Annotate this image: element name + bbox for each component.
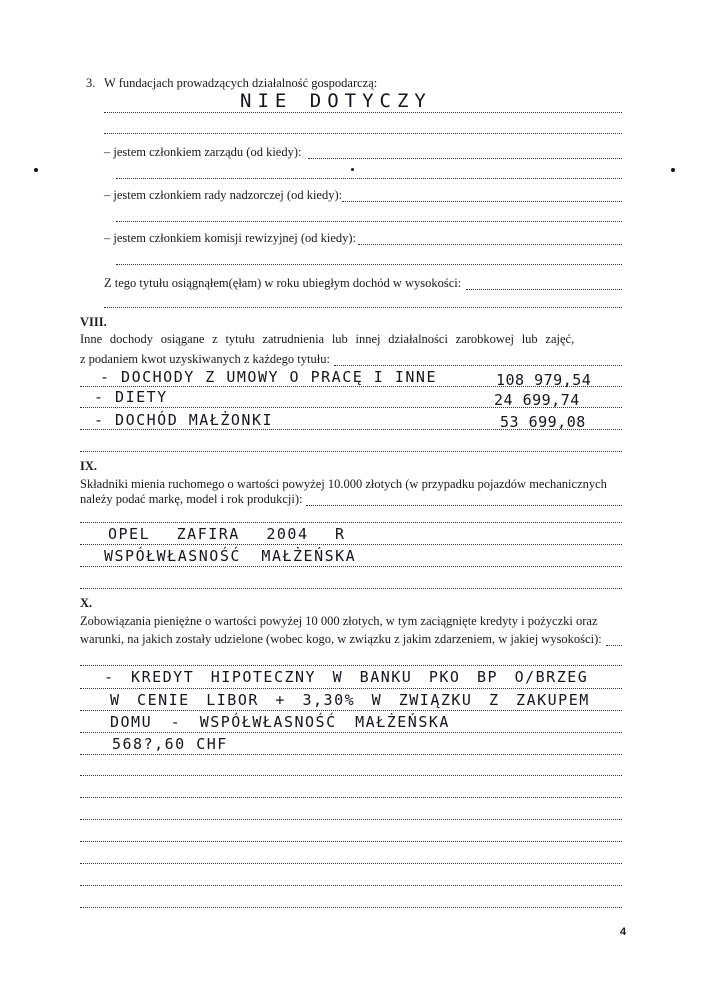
answer-line xyxy=(104,112,622,113)
entry-line xyxy=(80,754,622,755)
section-9-heading: IX. xyxy=(80,459,98,473)
blank-line xyxy=(80,451,622,452)
supervisory-member-line xyxy=(342,201,622,202)
blank-line xyxy=(104,307,622,308)
board-member-label: – jestem członkiem zarządu (od kiedy): xyxy=(104,145,302,159)
blank-line xyxy=(80,863,622,864)
section-3-number: 3. xyxy=(86,76,96,90)
blank-line xyxy=(80,907,622,908)
income-entry-label: - DIETY xyxy=(94,388,168,406)
blank-line xyxy=(80,819,622,820)
blank-line xyxy=(116,178,622,179)
blank-line xyxy=(80,797,622,798)
income-entry-amount: 53 699,08 xyxy=(500,413,586,431)
audit-member-line xyxy=(358,244,622,245)
supervisory-member-label: – jestem członkiem rady nadzorczej (od kiedy): xyxy=(104,188,343,202)
movable-property-entry: OPEL ZAFIRA 2004 R xyxy=(108,525,346,543)
liability-entry: - KREDYT HIPOTECZNY W BANKU PKO BP O/BRZEG xyxy=(104,668,589,686)
liability-entry: W CENIE LIBOR + 3,30% W ZWIĄZKU Z ZAKUPEM xyxy=(110,691,590,709)
income-entry-label: - DOCHODY Z UMOWY O PRACĘ I INNE xyxy=(100,368,437,386)
section-10-line xyxy=(606,645,622,646)
board-member-line xyxy=(308,158,622,159)
scan-speck xyxy=(671,168,675,172)
entry-line xyxy=(80,407,622,408)
blank-line xyxy=(80,775,622,776)
blank-line xyxy=(80,588,622,589)
blank-line xyxy=(104,133,622,134)
blank-line xyxy=(116,264,622,265)
scan-speck xyxy=(34,168,38,172)
income-entry-amount: 24 699,74 xyxy=(494,391,580,409)
liability-entry: DOMU - WSPÓŁWŁASNOŚĆ MAŁŻEŃSKA xyxy=(110,713,450,731)
liability-entry: 568?,60 CHF xyxy=(112,735,228,753)
page-number: 4 xyxy=(620,926,627,938)
blank-line xyxy=(80,841,622,842)
blank-line xyxy=(116,221,622,222)
section-10-text-line-1: Zobowiązania pieniężne o wartości powyżej 10 000 złotych, w tym zaciągnięte kredyty i pożyczki oraz xyxy=(80,614,598,628)
movable-property-entry: WSPÓŁWŁASNOŚĆ MAŁŻEŃSKA xyxy=(104,547,357,565)
income-entry-label: - DOCHÓD MAŁŻONKI xyxy=(94,411,274,429)
income-entry-amount: 108 979,54 xyxy=(496,371,592,389)
entry-line xyxy=(80,566,622,567)
section-8-heading: VIII. xyxy=(80,315,107,329)
section-9-text-line-1: Składniki mienia ruchomego o wartości powyżej 10.000 złotych (w przypadku pojazdów mechanicznych xyxy=(80,477,607,491)
section-9-text-line-2: należy podać markę, model i rok produkcji): xyxy=(80,492,303,506)
handwritten-answer-not-applicable: NIE DOTYCZY xyxy=(240,90,432,112)
income-label: Z tego tytułu osiągnąłem(ęłam) w roku ubiegłym dochód w wysokości: xyxy=(104,276,462,290)
blank-line xyxy=(80,885,622,886)
section-8-text-line-1: Inne dochody osiągane z tytułu zatrudnienia lub innej działalności zarobkowej lub zajęć, xyxy=(80,332,575,346)
scan-speck xyxy=(351,168,354,171)
income-line xyxy=(466,289,622,290)
audit-member-label: – jestem członkiem komisji rewizyjnej (od kiedy): xyxy=(104,231,357,245)
entry-line xyxy=(80,429,622,430)
section-9-line xyxy=(306,505,622,506)
section-3-title: W fundacjach prowadzących działalność gospodarczą: xyxy=(104,76,378,90)
section-8-text-line-2: z podaniem kwot uzyskiwanych z każdego tytułu: xyxy=(80,352,330,366)
section-10-heading: X. xyxy=(80,596,93,610)
section-10-text-line-2: warunki, na jakich zostały udzielone (wobec kogo, w związku z jakim zdarzeniem, w jakiej wysokości): xyxy=(80,632,602,646)
